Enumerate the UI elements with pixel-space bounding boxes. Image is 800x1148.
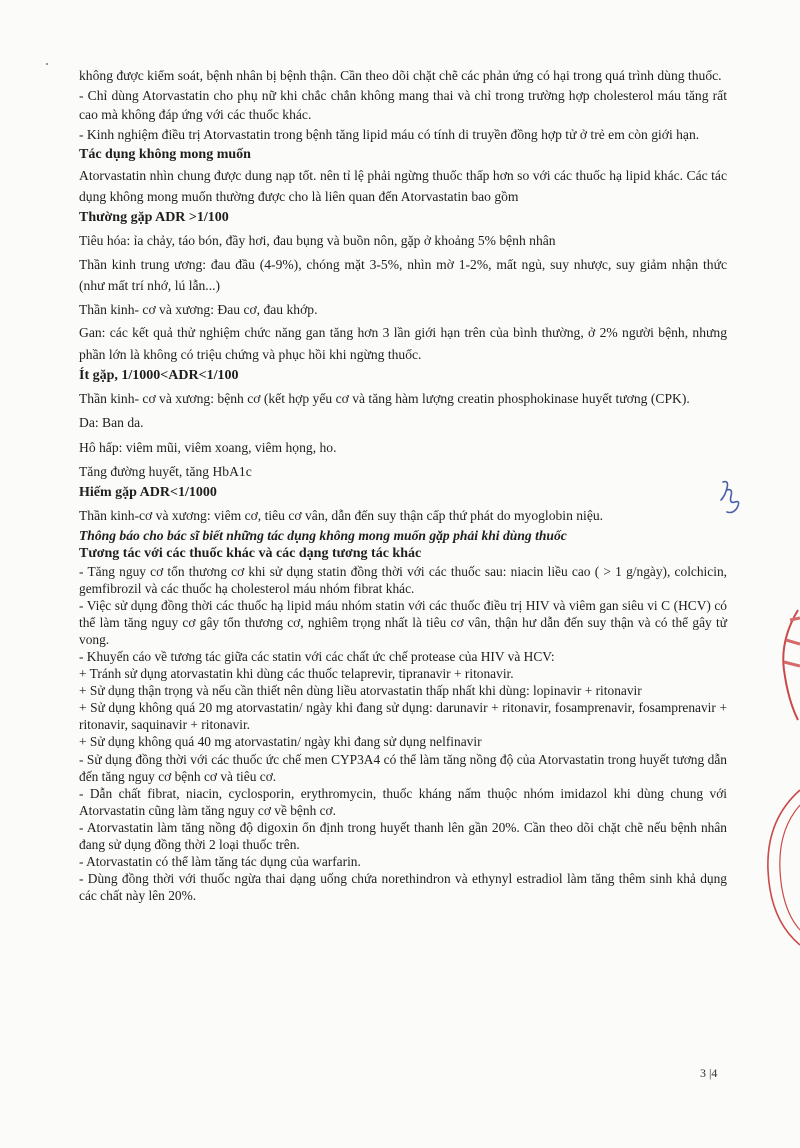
interaction-item: - Atorvastatin có thể làm tăng tác dụng của warfarin. [79, 854, 361, 870]
interaction-item: - Khuyến cáo về tương tác giữa các statin với các chất ức chế protease của HIV và HCV: [79, 649, 555, 664]
scan-speck [46, 63, 48, 65]
heading-uncommon-adr: Ít gặp, 1/1000<ADR<1/100 [79, 367, 239, 383]
interaction-item: - Việc sử dụng đồng thời các thuốc hạ lipid máu nhóm statin với các thuốc điều trị HIV và viêm gan siêu vi C (HCV) có thể làm tăng nguy cơ gây tổn thương cơ, nghiêm trọng nhất là tiêu cơ vân, thận hư dẫn đến suy thận và có thể gây tử vong. [79, 597, 727, 647]
paragraph-respiratory: Hô hấp: viêm mũi, viêm xoang, viêm họng, ho. [79, 439, 337, 455]
red-stamp-fragment [760, 600, 800, 960]
interaction-item: - Dẫn chất fibrat, niacin, cyclosporin, erythromycin, thuốc kháng nấm thuộc nhóm imidazol khi dùng chung với Atorvastatin cũng làm tăng nguy cơ về bệnh cơ. [79, 785, 727, 818]
paragraph-cns-effects: Thần kinh trung ương: đau đầu (4-9%), chóng mặt 3-5%, nhìn mờ 1-2%, mất ngủ, suy nhược, suy giảm nhận thức (như mất trí nhớ, lú lẫn...) [79, 256, 727, 294]
interactions-list [79, 563, 727, 905]
interaction-item: - Tăng nguy cơ tổn thương cơ khi sử dụng statin đồng thời với các thuốc sau: niacin liều cao ( > 1 g/ngày), colchicin, gemfibrozil và các thuốc hạ cholesterol máu nhóm fibrat khác. [79, 563, 727, 596]
paragraph-skin: Da: Ban da. [79, 415, 144, 431]
interaction-item: + Sử dụng không quá 40 mg atorvastatin/ ngày khi đang sử dụng nelfinavir [79, 734, 482, 750]
heading-rare-adr: Hiếm gặp ADR<1/1000 [79, 484, 217, 500]
paragraph-hyperglycemia: Tăng đường huyết, tăng HbA1c [79, 464, 252, 480]
paragraph-liver-effects: Gan: các kết quả thử nghiệm chức năng gan tăng hơn 3 lần giới hạn trên của bình thường, ở 2% người bệnh, nhưng phần lớn là không có triệu chứng và phục hồi khi ngừng thuốc. [79, 325, 727, 362]
paragraph-myopathy: Thần kinh- cơ và xương: bệnh cơ (kết hợp yếu cơ và tăng hàm lượng creatin phosphokinase huyết tương (CPK). [79, 390, 690, 406]
page-number: 3 |4 [700, 1066, 718, 1080]
notice-inform-doctor: Thông báo cho bác sĩ biết những tác dụng không mong muốn gặp phải khi dùng thuốc [79, 527, 567, 543]
interaction-item: + Sử dụng thận trọng và nếu cần thiết nên dùng liều atorvastatin thấp nhất khi dùng: lopinavir + ritonavir [79, 683, 642, 699]
paragraph-rhabdomyolysis: Thần kinh-cơ và xương: viêm cơ, tiêu cơ vân, dẫn đến suy thận cấp thứ phát do myoglobin niệu. [79, 507, 604, 523]
handwritten-initials [715, 478, 749, 523]
paragraph-renal-monitoring: không được kiểm soát, bệnh nhân bị bệnh thận. Cần theo dõi chặt chẽ các phản ứng có hại trong quá trình dùng thuốc. [79, 68, 722, 83]
interaction-item: - Atorvastatin làm tăng nồng độ digoxin ổn định trong huyết thanh lên gần 20%. Cần theo dõi chặt chẽ nếu bệnh nhân đang sử dụng đồng thời 2 loại thuốc trên. [79, 819, 727, 853]
interaction-item: - Sử dụng đồng thời với các thuốc ức chế men CYP3A4 có thể làm tăng nồng độ của Atorvastatin trong huyết tương dẫn đến tăng nguy cơ bệnh cơ và tiêu cơ. [79, 751, 727, 784]
paragraph-pediatric-experience: - Kinh nghiệm điều trị Atorvastatin trong bệnh tăng lipid máu có tính di truyền đồng hợp tử ở trẻ em còn giới hạn. [79, 127, 700, 143]
interaction-item: + Tránh sử dụng atorvastatin khi dùng các thuốc telaprevir, tipranavir + ritonavir. [79, 666, 514, 682]
document-page [79, 66, 727, 904]
paragraph-adverse-intro: Atorvastatin nhìn chung được dung nạp tốt. nên tỉ lệ phải ngừng thuốc thấp hơn so với các thuốc hạ lipid khác. Các tác dụng không mong muốn thường được cho là liên quan đến Atorvastatin bao gồm [79, 167, 727, 205]
interaction-item: - Dùng đồng thời với thuốc ngừa thai dạng uống chứa norethindron và ethynyl estradiol làm tăng thêm sinh khả dụng các chất này lên 20%. [79, 871, 727, 904]
paragraph-gi-effects: Tiêu hóa: ỉa chảy, táo bón, đầy hơi, đau bụng và buồn nôn, gặp ở khoảng 5% bệnh nhân [79, 233, 556, 248]
interaction-item: + Sử dụng không quá 20 mg atorvastatin/ ngày khi đang sử dụng: darunavir + ritonavir, fosamprenavir, fosamprenavir + ritonavir, saquinavir + ritonavir. [79, 700, 727, 733]
paragraph-musculoskeletal-common: Thần kinh- cơ và xương: Đau cơ, đau khớp. [79, 301, 318, 317]
heading-common-adr: Thường gặp ADR >1/100 [79, 210, 229, 225]
heading-interactions: Tương tác với các thuốc khác và các dạng tương tác khác [79, 545, 422, 561]
heading-adverse-effects: Tác dụng không mong muốn [79, 146, 251, 162]
paragraph-pregnancy-warning: - Chỉ dùng Atorvastatin cho phụ nữ khi chắc chắn không mang thai và chỉ trong trường hợp cholesterol máu tăng rất cao mà không đáp ứng với các thuốc khác. [79, 87, 727, 123]
